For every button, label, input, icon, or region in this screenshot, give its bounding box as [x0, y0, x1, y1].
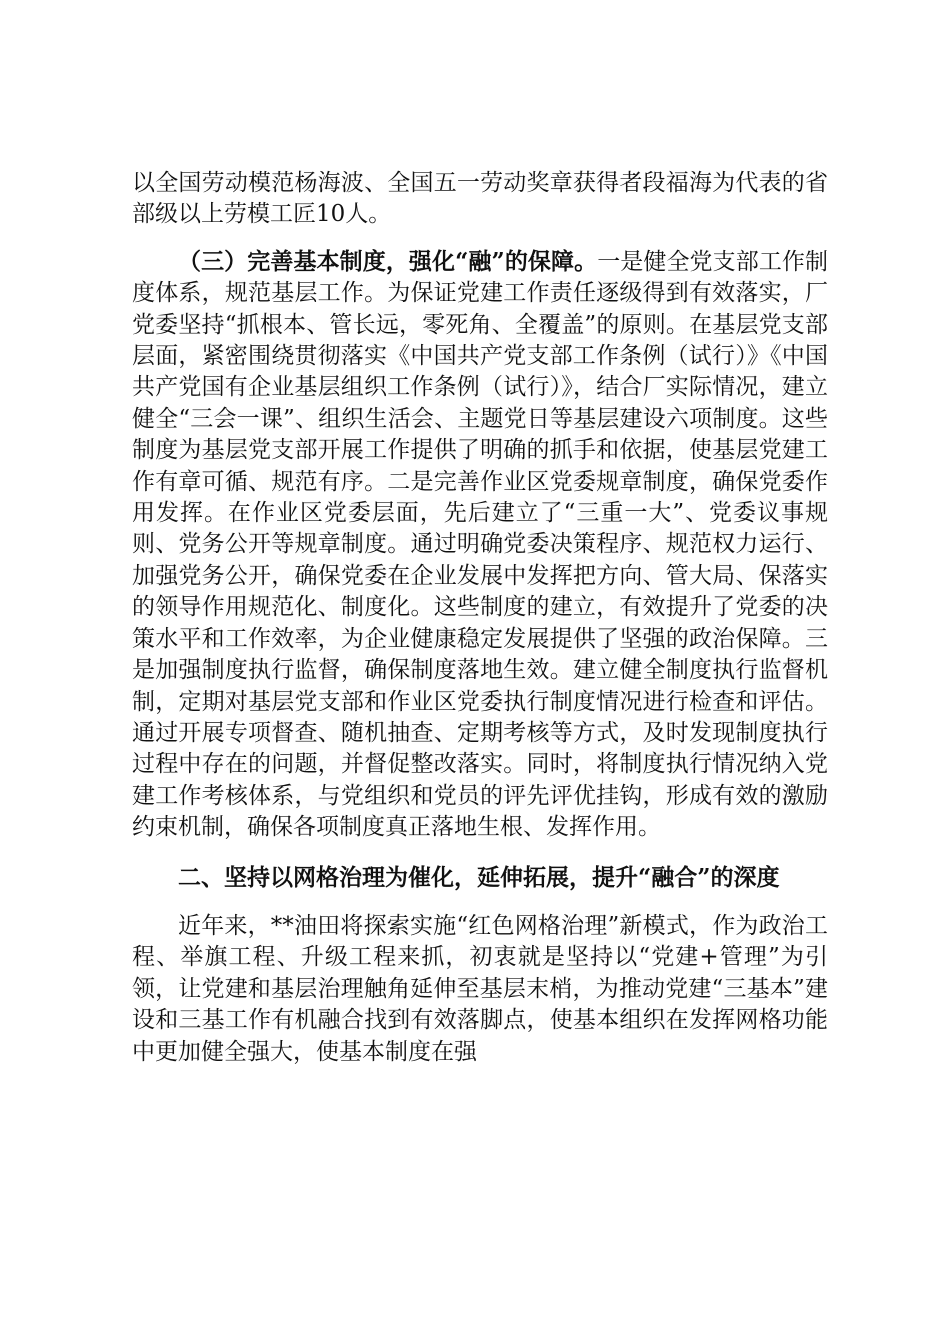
paragraph-section-3 [132, 246, 828, 844]
document-page [132, 168, 828, 1068]
paragraph-continuation: 以全国劳动模范杨海波、全国五一劳动奖章获得者段福海为代表的省部级以上劳模工匠10人。 [132, 170, 828, 228]
section-3-body: 一是健全党支部工作制度体系，规范基层工作。为保证党建工作责任逐级得到有效落实，厂党委坚持“抓根本、管长远，零死角、全覆盖”的原则。在基层党支部层面，紧密围绕贯彻落实《中国共产党支部工作条例（试行）》《中国共产党国有企业基层组织工作条例（试行）》，结合厂实际情况，建立健全“三会一课”、组织生活会、主题党日等基层建设六项制度。这些制度为基层党支部开展工作提供了明确的抓手和依据，使基层党建工作有章可循、规范有序。二是完善作业区党委规章制度，确保党委作用发挥。在作业区党委层面，先后建立了“三重一大”、党委议事规则、党务公开等规章制度。通过明确党委决策程序、规范权力运行、加强党务公开，确保党委在企业发展中发挥把方向、管大局、保落实的领导作用规范化、制度化。这些制度的建立，有效提升了党委的决策水平和工作效率，为企业健康稳定发展提供了坚强的政治保障。三是加强制度执行监督，确保制度落地生效。建立健全制度执行监督机制，定期对基层党支部和作业区党委执行制度情况进行检查和评估。通过开展专项督查、随机抽查、定期考核等方式，及时发现制度执行过程中存在的问题，并督促整改落实。同时，将制度执行情况纳入党建工作考核体系，与党组织和党员的评先评优挂钩，形成有效的激励约束机制，确保各项制度真正落地生根、发挥作用。 [132, 248, 829, 841]
section-3-heading: （三）完善基本制度，强化“融”的保障。 [178, 247, 598, 275]
paragraph-intro-2: 近年来，**油田将探索实施“红色网格治理”新模式，作为政治工程、举旗工程、升级工程来抓，初衷就是坚持以“党建+管理”为引领，让党建和基层治理触角延伸至基层末梢，为推动党建“三基本”建设和三基工作有机融合找到有效落脚点，使基本组织在发挥网格功能中更加健全强大，使基本制度在强 [132, 912, 828, 1065]
section-heading-2: 二、坚持以网格治理为催化，延伸拓展，提升“融合”的深度 [178, 863, 780, 891]
